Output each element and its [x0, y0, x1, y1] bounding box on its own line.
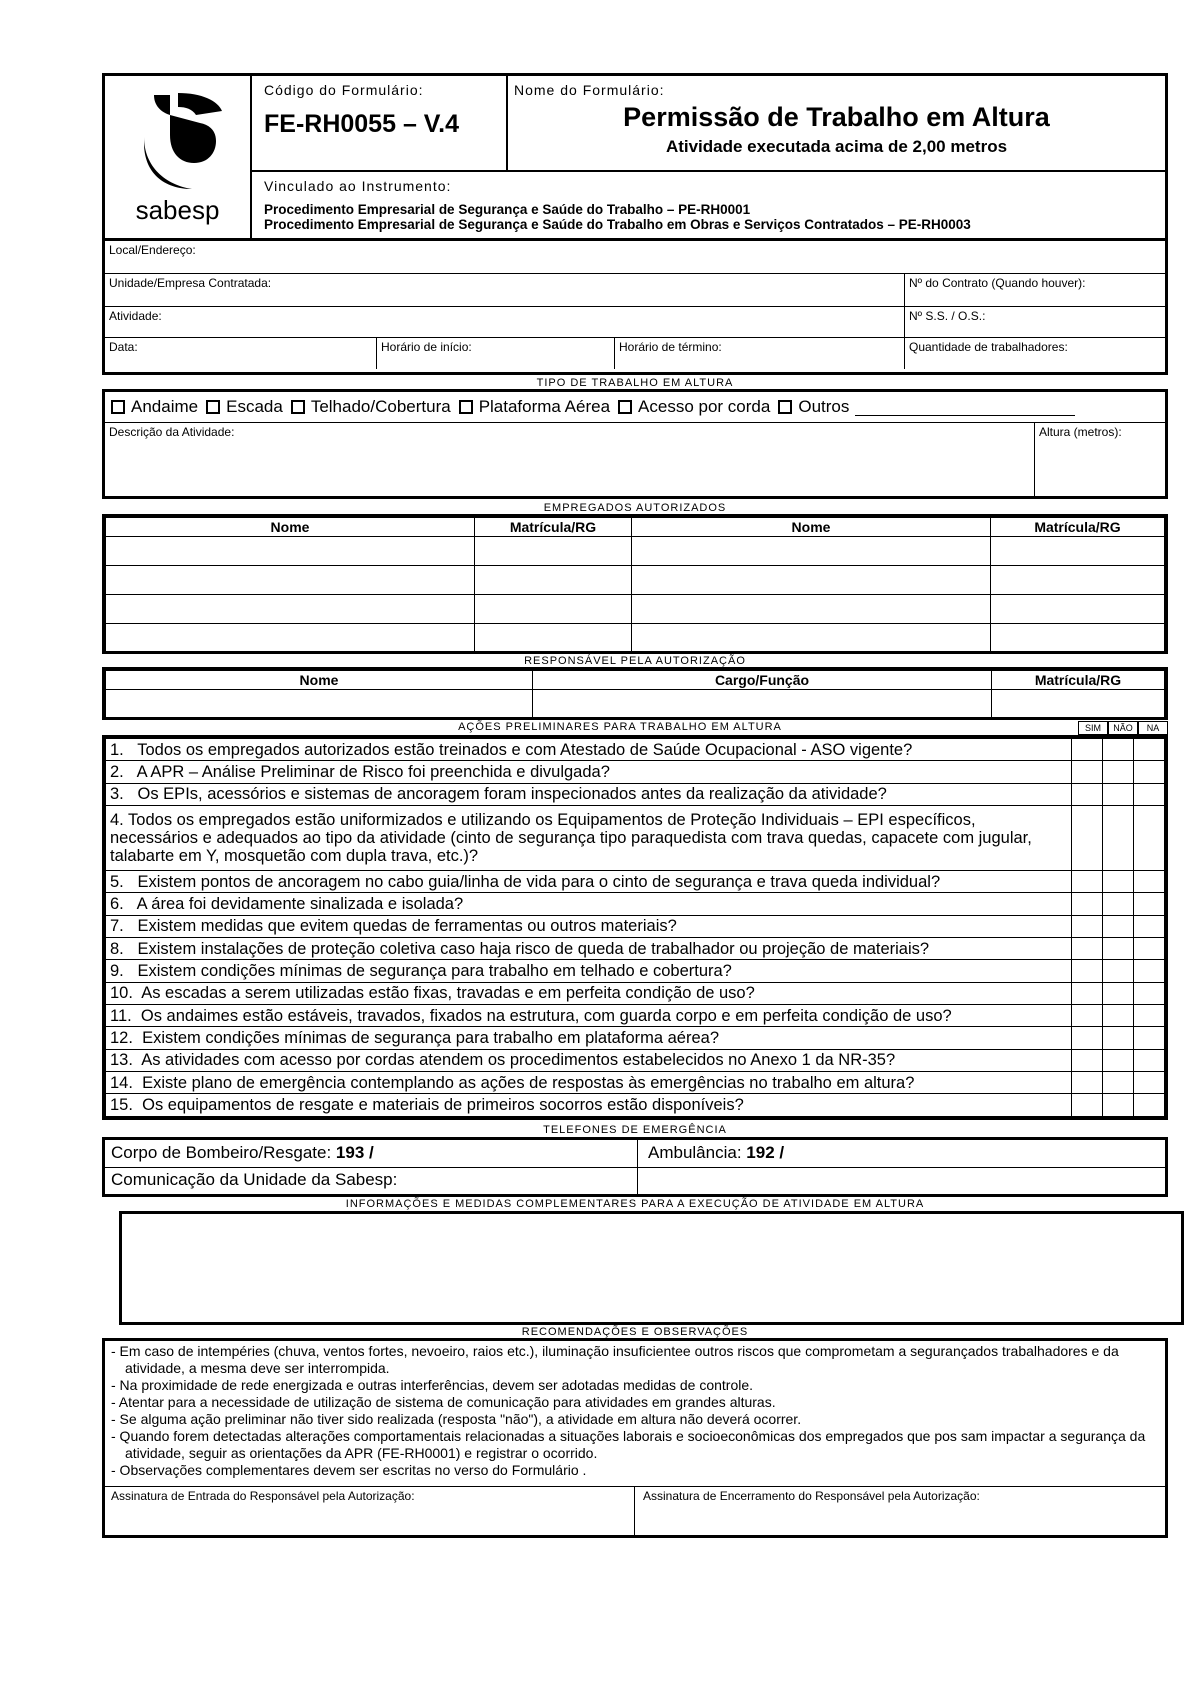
checkbox-sim[interactable]	[1072, 870, 1103, 892]
checkbox-nao[interactable]	[1103, 1027, 1134, 1049]
checklist-item-text: 5. Existem pontos de ancoragem no cabo guia/linha de vida para o cinto de segurança e trava queda individual?	[106, 870, 1072, 892]
checklist-row	[106, 960, 1165, 982]
form-title: Permissão de Trabalho em Altura	[623, 102, 1050, 132]
checklist-item-text: 1. Todos os empregados autorizados estão treinados e com Atestado de Saúde Ocupacional - ASO vigente?	[106, 739, 1072, 761]
empregados-section-title: EMPREGADOS AUTORIZADOS	[543, 502, 727, 514]
checkbox-na[interactable]	[1134, 1072, 1165, 1094]
recomendacao-item: - Quando forem detectadas alterações comportamentais relacionadas a situações laborais e socioeconômicas dos empregados que pos sam impactar a segurança da atividade, seguir as orientações da APR (FE-RH0001) e registrar o ocorrido.	[111, 1428, 1146, 1461]
bombeiro-label: Corpo de Bombeiro/Resgate:	[111, 1143, 332, 1162]
plataforma-checkbox[interactable]	[459, 400, 473, 414]
checklist-item-text: 7. Existem medidas que evitem quedas de ferramentas ou outros materiais?	[106, 915, 1072, 937]
data-field[interactable]: Data:	[105, 338, 377, 369]
codigo-value: FE-RH0055 – V.4	[264, 110, 460, 138]
ambulancia-number: 192 /	[746, 1143, 785, 1162]
ambulancia-label: Ambulância:	[648, 1143, 742, 1162]
table-row[interactable]	[106, 690, 1165, 718]
checkbox-sim[interactable]	[1072, 915, 1103, 937]
checkbox-nao[interactable]	[1103, 783, 1134, 805]
form-subtitle: Atividade executada acima de 2,00 metros	[665, 137, 1008, 156]
checklist-row	[106, 1094, 1165, 1117]
recomendacao-item: - Em caso de intempéries (chuva, ventos fortes, nevoeiro, raios etc.), iluminação insuficientee outros riscos que comprometam a segurançados trabalhadores e da atividade, a mesma deve ser interrompida.	[111, 1343, 1119, 1376]
table-row[interactable]	[106, 566, 1165, 595]
assinatura-entrada[interactable]: Assinatura de Entrada do Responsável pela Autorização:	[105, 1487, 635, 1535]
checkbox-sim[interactable]	[1072, 1005, 1103, 1027]
nome-block	[508, 76, 1165, 170]
empregados-table	[102, 514, 1168, 654]
checkbox-nao[interactable]	[1103, 1049, 1134, 1071]
checklist-item-text: 13. As atividades com acesso por cordas atendem os procedimentos estabelecidos no Anexo 1 da NR-35?	[106, 1049, 1072, 1071]
checkbox-nao[interactable]	[1103, 1094, 1134, 1117]
checkbox-nao[interactable]	[1103, 1005, 1134, 1027]
andaime-checkbox[interactable]	[111, 400, 125, 414]
bombeiro-number: 193 /	[335, 1143, 374, 1162]
checklist-row	[106, 761, 1165, 783]
checkbox-sim[interactable]	[1072, 893, 1103, 915]
checkbox-na[interactable]	[1134, 739, 1165, 761]
col-matricula: Matrícula/RG	[992, 671, 1165, 690]
checklist-item-text: 8. Existem instalações de proteção coletiva caso haja risco de queda de trabalhador ou projeção de materiais?	[106, 937, 1072, 959]
codigo-label: Código do Formulário:	[264, 82, 424, 98]
checkbox-sim[interactable]	[1072, 806, 1103, 871]
col-na: NA	[1138, 721, 1168, 735]
instrumento-1: Procedimento Empresarial de Segurança e Saúde do Trabalho – PE-RH0001	[264, 202, 751, 217]
acoes-table	[102, 735, 1168, 1120]
checklist-row	[106, 893, 1165, 915]
col-nao: NÃO	[1108, 721, 1138, 735]
form-header	[102, 73, 1168, 241]
logo-text: sabesp	[135, 194, 220, 225]
checkbox-sim[interactable]	[1072, 1094, 1103, 1117]
unidade-field[interactable]: Unidade/Empresa Contratada:	[105, 274, 905, 306]
comunicacao-value[interactable]	[638, 1168, 1165, 1194]
informacoes-box[interactable]	[119, 1211, 1184, 1325]
comunicacao-field[interactable]: Comunicação da Unidade da Sabesp:	[105, 1168, 638, 1194]
checkbox-sim[interactable]	[1072, 783, 1103, 805]
assinatura-encerramento[interactable]: Assinatura de Encerramento do Responsável pela Autorização:	[643, 1489, 980, 1503]
tipo-block	[102, 389, 1168, 499]
col-cargo: Cargo/Função	[533, 671, 992, 690]
checkbox-na[interactable]	[1134, 893, 1165, 915]
checklist-item-text: 4. Todos os empregados estão uniformizados e utilizando os Equipamentos de Proteção Individuais – EPI específicos, necessários e adequados ao tipo da atividade (cinto de segurança tipo paraquedista com trava quedas, capacete com jugular, talabarte em Y, mosquetão com dupla trava, etc.)?	[106, 806, 1072, 871]
checkbox-na[interactable]	[1134, 1027, 1165, 1049]
info-fields	[102, 241, 1168, 375]
checkbox-nao[interactable]	[1103, 915, 1134, 937]
recomendacao-item: - Na proximidade de rede energizada e outras interferências, devem ser adotadas medidas de controle.	[111, 1377, 754, 1393]
checkbox-nao[interactable]	[1103, 806, 1134, 871]
checkbox-na[interactable]	[1134, 1094, 1165, 1117]
contrato-field[interactable]: Nº do Contrato (Quando houver):	[909, 276, 1086, 290]
checklist-row	[106, 915, 1165, 937]
recomendacao-item: - Atentar para a necessidade de utilização de sistema de comunicação para atividades em grandes alturas.	[111, 1394, 776, 1410]
acoes-section-title	[102, 721, 1168, 735]
checkbox-na[interactable]	[1134, 783, 1165, 805]
checkbox-sim[interactable]	[1072, 1049, 1103, 1071]
escada-checkbox[interactable]	[206, 400, 220, 414]
checkbox-nao[interactable]	[1103, 982, 1134, 1004]
col-nome: Nome	[632, 518, 991, 537]
plataforma-label: Plataforma Aérea	[478, 397, 611, 416]
recomendacoes-section-title: RECOMENDAÇÕES E OBSERVAÇÕES	[521, 1326, 749, 1338]
checkbox-na[interactable]	[1134, 761, 1165, 783]
ss-os-field[interactable]: Nº S.S. / O.S.:	[909, 309, 986, 323]
table-row[interactable]	[106, 624, 1165, 653]
termino-field[interactable]: Horário de término:	[615, 338, 905, 369]
escada-label: Escada	[226, 397, 283, 416]
col-matricula: Matrícula/RG	[991, 518, 1165, 537]
responsavel-table	[102, 667, 1168, 720]
tipo-options	[105, 392, 1165, 423]
checkbox-sim[interactable]	[1072, 937, 1103, 959]
empregados-header	[106, 518, 1165, 537]
col-nome: Nome	[106, 518, 475, 537]
checkbox-na[interactable]	[1134, 806, 1165, 871]
descricao-field[interactable]: Descrição da Atividade:	[105, 423, 1035, 497]
checkbox-na[interactable]	[1134, 937, 1165, 959]
corda-checkbox[interactable]	[618, 400, 632, 414]
checklist-item-text: 14. Existe plano de emergência contemplando as ações de respostas às emergências no trabalho em altura?	[106, 1072, 1072, 1094]
checklist-item-text: 11. Os andaimes estão estáveis, travados, fixados na estrutura, com guarda corpo e em perfeita condição de uso?	[106, 1005, 1072, 1027]
vinculado-label: Vinculado ao Instrumento:	[264, 178, 452, 194]
recomendacao-item: - Observações complementares devem ser escritas no verso do Formulário .	[111, 1462, 587, 1478]
telefones-section-title: TELEFONES DE EMERGÊNCIA	[543, 1124, 727, 1136]
informacoes-section-title: INFORMAÇÕES E MEDIDAS COMPLEMENTARES PARA A EXECUÇÃO DE ATIVIDADE EM ALTURA	[345, 1198, 925, 1210]
acoes-title: AÇÕES PRELIMINARES PARA TRABALHO EM ALTURA	[458, 721, 782, 733]
instrumento-2: Procedimento Empresarial de Segurança e Saúde do Trabalho em Obras e Serviços Contratados – PE-RH0003	[264, 217, 971, 232]
checkbox-sim[interactable]	[1072, 761, 1103, 783]
col-nome: Nome	[106, 671, 533, 690]
telhado-checkbox[interactable]	[291, 400, 305, 414]
checkbox-nao[interactable]	[1103, 1072, 1134, 1094]
outros-line[interactable]	[855, 399, 1075, 416]
outros-checkbox[interactable]	[778, 400, 792, 414]
checkbox-nao[interactable]	[1103, 739, 1134, 761]
table-row[interactable]	[106, 537, 1165, 566]
checkbox-sim[interactable]	[1072, 960, 1103, 982]
checklist-item-text: 3. Os EPIs, acessórios e sistemas de ancoragem foram inspecionados antes da realização da atividade?	[106, 783, 1072, 805]
checkbox-na[interactable]	[1134, 982, 1165, 1004]
checklist-row	[106, 1049, 1165, 1071]
quantidade-field[interactable]: Quantidade de trabalhadores:	[909, 340, 1068, 354]
recomendacoes-list	[105, 1341, 1165, 1487]
checklist-item-text: 9. Existem condições mínimas de segurança para trabalho em telhado e cobertura?	[106, 960, 1072, 982]
checkbox-nao[interactable]	[1103, 960, 1134, 982]
checklist-item-text: 10. As escadas a serem utilizadas estão fixas, travadas e em perfeita condição de uso?	[106, 982, 1072, 1004]
col-sim: SIM	[1078, 721, 1108, 735]
checkbox-nao[interactable]	[1103, 893, 1134, 915]
checkbox-sim[interactable]	[1072, 1072, 1103, 1094]
responsavel-header	[106, 671, 1165, 690]
checklist-item-text: 12. Existem condições mínimas de segurança para trabalho em plataforma aérea?	[106, 1027, 1072, 1049]
bombeiro-field[interactable]	[105, 1140, 638, 1167]
corda-label: Acesso por corda	[638, 397, 771, 416]
local-field[interactable]: Local/Endereço:	[109, 243, 196, 257]
tipo-section-title: TIPO DE TRABALHO EM ALTURA	[536, 377, 734, 389]
checklist-item-text: 2. A APR – Análise Preliminar de Risco foi preenchida e divulgada?	[106, 761, 1072, 783]
checklist-row	[106, 982, 1165, 1004]
checkbox-nao[interactable]	[1103, 761, 1134, 783]
col-matricula: Matrícula/RG	[475, 518, 632, 537]
nome-label: Nome do Formulário:	[514, 82, 665, 98]
recomendacoes-block	[102, 1338, 1168, 1538]
atividade-field[interactable]: Atividade:	[105, 307, 905, 337]
checklist-row	[106, 806, 1165, 871]
table-row[interactable]	[106, 595, 1165, 624]
ambulancia-field[interactable]	[638, 1140, 1165, 1167]
checkbox-na[interactable]	[1134, 1005, 1165, 1027]
checkbox-nao[interactable]	[1103, 870, 1134, 892]
checklist-item-text: 6. A área foi devidamente sinalizada e isolada?	[106, 893, 1072, 915]
inicio-field[interactable]: Horário de início:	[377, 338, 615, 369]
responsavel-section-title: RESPONSÁVEL PELA AUTORIZAÇÃO	[524, 655, 746, 667]
telhado-label: Telhado/Cobertura	[310, 397, 451, 416]
checkbox-nao[interactable]	[1103, 937, 1134, 959]
andaime-label: Andaime	[131, 397, 199, 416]
sabesp-logo-icon	[126, 89, 230, 193]
recomendacao-item: - Se alguma ação preliminar não tiver sido realizada (resposta "não"), a atividade em altura não deverá ocorrer.	[111, 1411, 802, 1427]
checklist-row	[106, 937, 1165, 959]
checklist-row	[106, 739, 1165, 761]
codigo-block	[252, 76, 508, 170]
checklist-row	[106, 1005, 1165, 1027]
altura-field[interactable]: Altura (metros):	[1039, 425, 1122, 439]
checklist-row	[106, 783, 1165, 805]
logo-area	[105, 76, 252, 238]
checklist-row	[106, 1072, 1165, 1094]
checkbox-na[interactable]	[1134, 1049, 1165, 1071]
checkbox-na[interactable]	[1134, 870, 1165, 892]
checkbox-sim[interactable]	[1072, 739, 1103, 761]
outros-label: Outros	[798, 397, 850, 416]
checkbox-sim[interactable]	[1072, 1027, 1103, 1049]
checkbox-na[interactable]	[1134, 960, 1165, 982]
vinculado-block	[252, 172, 1165, 238]
telefones-block	[102, 1137, 1168, 1197]
checklist-row	[106, 870, 1165, 892]
checkbox-na[interactable]	[1134, 915, 1165, 937]
checklist-item-text: 15. Os equipamentos de resgate e materiais de primeiros socorros estão disponíveis?	[106, 1094, 1072, 1117]
checkbox-sim[interactable]	[1072, 982, 1103, 1004]
checklist-row	[106, 1027, 1165, 1049]
